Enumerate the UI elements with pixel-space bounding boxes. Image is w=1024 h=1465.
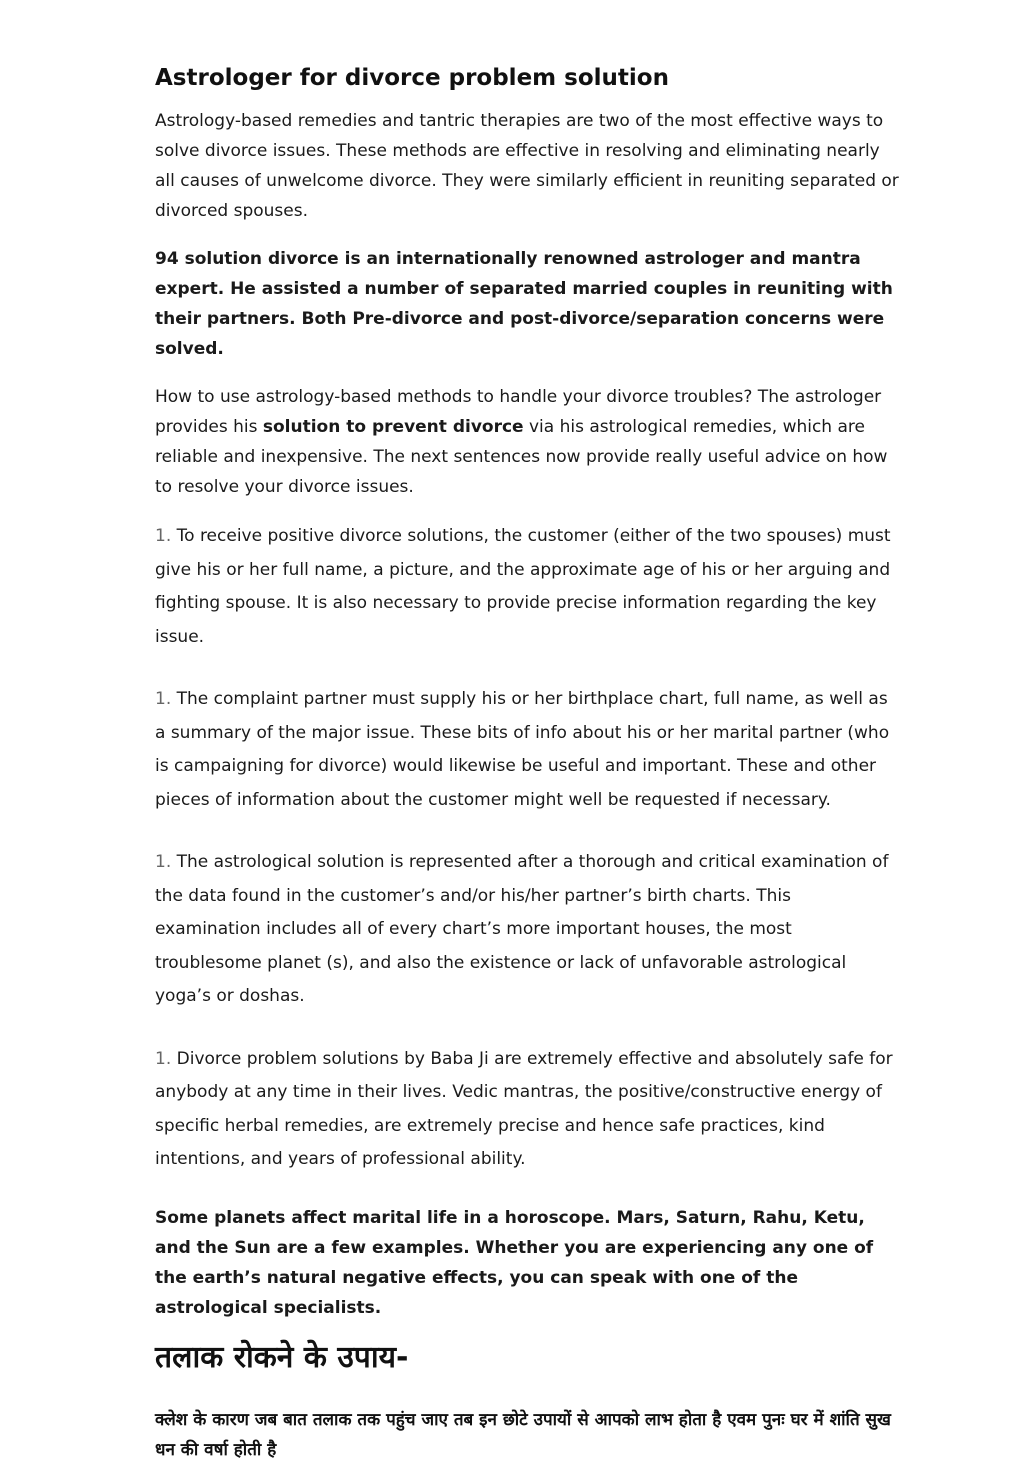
list-item	[155, 1043, 900, 1177]
hindi-heading: तलाक रोकने के उपाय-	[155, 1339, 409, 1375]
list-number: 1.	[155, 852, 172, 872]
list-text: Divorce problem solutions by Baba Ji are extremely effective and absolutely safe for anybody at any time in their lives. Vedic mantras, the positive/constructive energy of specific herbal remedies, are extremely precise and hence safe practices, kind intentions, and years of professional ability.	[155, 1048, 893, 1169]
how-to-bold-phrase: solution to prevent divorce	[262, 417, 524, 437]
list-text: To receive positive divorce solutions, the customer (either of the two spouses) must give his or her full name, a picture, and the approximate age of his or her arguing and fighting spouse. It is also necessary to provide precise information regarding the key issue.	[155, 526, 891, 647]
how-to-text-end: via his astrological remedies, which are reliable and inexpensive. The next sentences now provide really useful advice on how to resolve your divorce issues.	[155, 417, 888, 497]
list-number: 1.	[155, 526, 172, 546]
list-item	[155, 520, 900, 654]
intro-paragraph: Astrology-based remedies and tantric therapies are two of the most effective ways to solve divorce issues. These methods are effective in resolving and eliminating nearly all causes of unwelcome divorce. They were similarly efficient in reuniting separated or divorced spouses.	[155, 111, 899, 221]
how-to-paragraph	[155, 382, 900, 502]
list-item	[155, 683, 900, 817]
list-text: The astrological solution is represented after a thorough and critical examination of the data found in the customer’s and/or his/her partner’s birth charts. This examination includes all of every chart’s more important houses, the most troublesome planet (s), and also the existence or lack of unfavorable astrological yoga’s or doshas.	[155, 852, 889, 1006]
list-number: 1.	[155, 1048, 172, 1069]
page-title: Astrologer for divorce problem solution	[155, 65, 669, 91]
advice-list	[155, 520, 900, 1177]
list-text: The complaint partner must supply his or her birthplace chart, full name, as well as a summary of the major issue. These bits of info about his or her marital partner (who is campaigning for divorce) would likewise be useful and important. These and other pieces of information about the customer might well be requested if necessary.	[155, 689, 890, 810]
planets-paragraph: Some planets affect marital life in a horoscope. Mars, Saturn, Rahu, Ketu, and the Sun are a few examples. Whether you are experiencing any one of the earth’s natural negative effects, you can speak with one of the astrological specialists.	[155, 1207, 874, 1318]
highlight-paragraph: 94 solution divorce is an internationally renowned astrologer and mantra expert. He assisted a number of separated married couples in reuniting with their partners. Both Pre-divorce and post-divorce/separation concerns were solved.	[155, 249, 893, 359]
hindi-subheading: क्लेश के कारण जब बात तलाक तक पहुंच जाए तब इन छोटे उपायों से आपको लाभ होता है एवम पुनः घर में शांति सुख धन की वर्षा होती है	[155, 1410, 891, 1461]
list-number: 1.	[155, 689, 172, 709]
article	[155, 60, 900, 1465]
how-to-text-start: How to use astrology-based methods to handle your divorce troubles? The astrologer provides his	[155, 387, 882, 437]
list-item	[155, 846, 900, 1014]
